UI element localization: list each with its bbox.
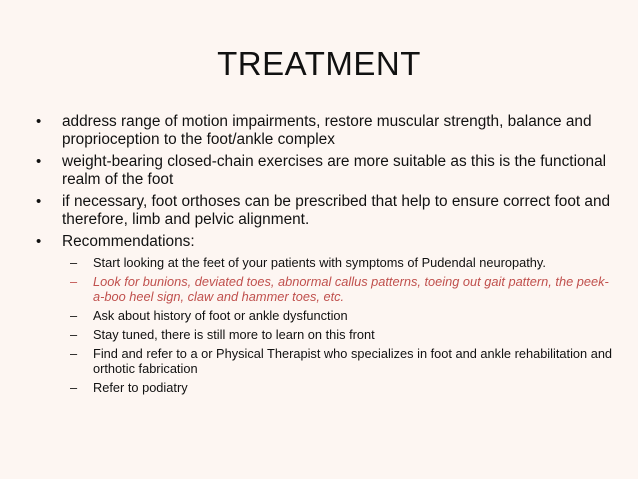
dash-icon: – bbox=[70, 327, 78, 342]
bullet-text: weight-bearing closed-chain exercises are more suitable as this is the functional realm of the foot bbox=[62, 153, 607, 188]
bullet-list bbox=[36, 113, 626, 399]
dash-icon: – bbox=[70, 274, 78, 289]
bullet-dot-icon: • bbox=[36, 233, 42, 250]
sub-bullet-item bbox=[70, 380, 613, 395]
dash-icon: – bbox=[70, 346, 78, 361]
sub-bullet-text: Refer to podiatry bbox=[93, 380, 188, 395]
bullet-text: Recommendations: bbox=[62, 233, 195, 250]
bullet-dot-icon: • bbox=[36, 193, 42, 210]
bullet-dot-icon: • bbox=[36, 113, 42, 130]
sub-bullet-text: Start looking at the feet of your patients with symptoms of Pudendal neuropathy. bbox=[93, 255, 546, 270]
dash-icon: – bbox=[70, 380, 78, 395]
sub-bullet-list bbox=[70, 255, 626, 395]
sub-bullet-item bbox=[70, 255, 613, 270]
slide-title: TREATMENT bbox=[217, 45, 421, 82]
bullet-item-recommendations bbox=[36, 233, 626, 395]
bullet-text: if necessary, foot orthoses can be prescribed that help to ensure correct foot and therefore, limb and pelvic alignment. bbox=[62, 193, 611, 228]
sub-bullet-item bbox=[70, 346, 613, 376]
dash-icon: – bbox=[70, 255, 78, 270]
bullet-text: address range of motion impairments, restore muscular strength, balance and proprioception to the foot/ankle complex bbox=[62, 113, 592, 148]
sub-bullet-text: Look for bunions, deviated toes, abnormal callus patterns, toeing out gait pattern, the peek-a-boo heel sign, claw and hammer toes, etc. bbox=[93, 274, 609, 304]
bullet-item bbox=[36, 193, 626, 229]
sub-bullet-item bbox=[70, 308, 613, 323]
sub-bullet-item-highlighted bbox=[70, 274, 613, 304]
dash-icon: – bbox=[70, 308, 78, 323]
sub-bullet-text: Stay tuned, there is still more to learn on this front bbox=[93, 327, 375, 342]
sub-bullet-text: Find and refer to a or Physical Therapist who specializes in foot and ankle rehabilitation and orthotic fabrication bbox=[93, 346, 613, 376]
sub-bullet-text: Ask about history of foot or ankle dysfunction bbox=[93, 308, 348, 323]
bullet-dot-icon: • bbox=[36, 153, 42, 170]
sub-bullet-item bbox=[70, 327, 613, 342]
bullet-item bbox=[36, 153, 626, 189]
bullet-item bbox=[36, 113, 626, 149]
